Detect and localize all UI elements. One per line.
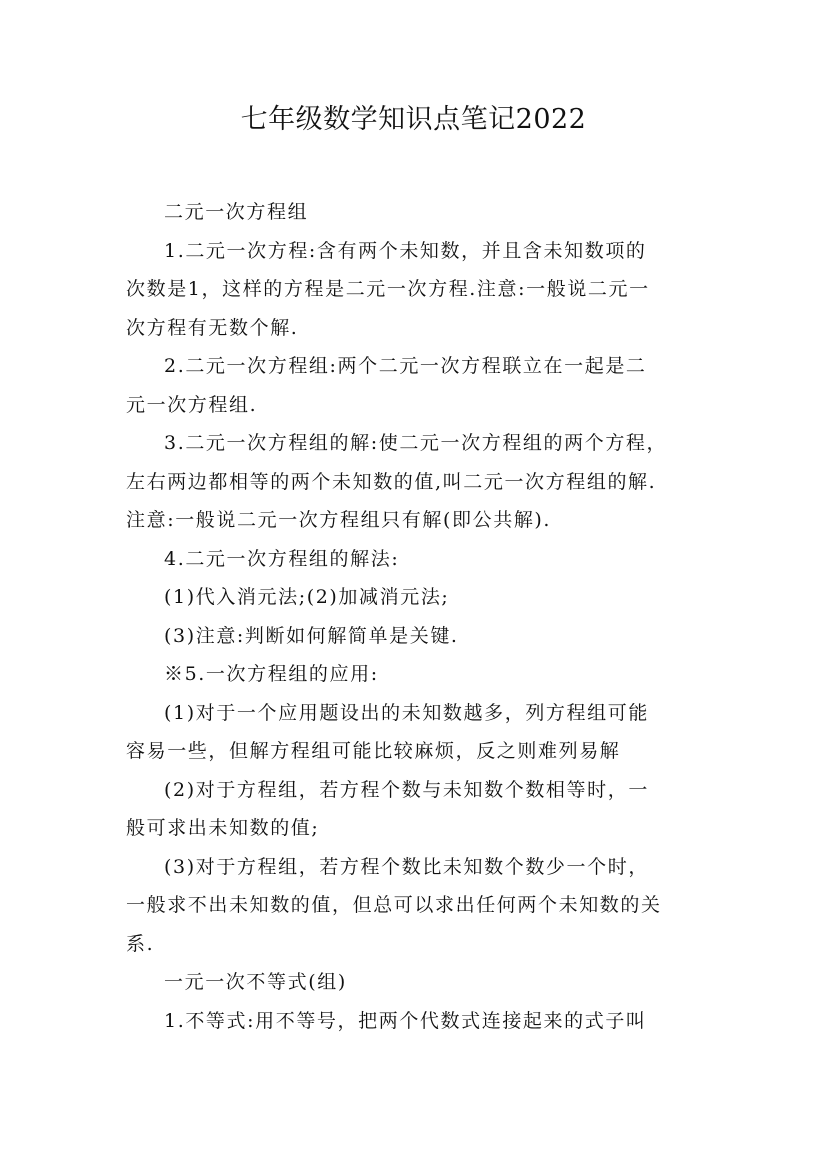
paragraph-line-continued: 元一次方程组.	[126, 393, 258, 416]
paragraph-line-continued: 一般求不出未知数的值，但总可以求出任何两个未知数的关	[126, 894, 662, 916]
section-heading: 二元一次方程组	[164, 201, 309, 223]
paragraph-line: (3)注意:判断如何解简单是关键.	[164, 624, 459, 647]
document-title: 七年级数学知识点笔记2022	[240, 104, 587, 135]
paragraph-line: 4.二元一次方程组的解法:	[164, 547, 400, 570]
paragraph-line-continued: 次方程有无数个解.	[126, 316, 299, 339]
paragraph-line-continued: 般可求出未知数的值;	[126, 817, 320, 839]
paragraph-line: 1.二元一次方程:含有两个未知数，并且含未知数项的	[164, 239, 647, 262]
paragraph-line: (1)代入消元法;(2)加减消元法;	[164, 586, 450, 608]
paragraph-line: (2)对于方程组，若方程个数与未知数个数相等时，一	[164, 778, 649, 801]
paragraph-line-continued: 次数是1，这样的方程是二元一次方程.注意:一般说二元一	[126, 278, 650, 300]
paragraph-line-continued: 系.	[126, 932, 155, 955]
paragraph-line: (3)对于方程组，若方程个数比未知数个数少一个时，	[164, 855, 649, 878]
paragraph-line: 3.二元一次方程组的解:使二元一次方程组的两个方程，	[164, 432, 668, 454]
paragraph-line-continued: 容易一些，但解方程组可能比较麻烦，反之则难列易解	[126, 740, 621, 762]
paragraph-line: 1.不等式:用不等号，把两个代数式连接起来的式子叫	[164, 1009, 647, 1032]
document-body	[126, 193, 704, 1040]
paragraph-line-continued: 注意:一般说二元一次方程组只有解(即公共解).	[126, 509, 552, 531]
paragraph-line: 2.二元一次方程组:两个二元一次方程联立在一起是二	[164, 355, 647, 377]
paragraph-line: ※5.一次方程组的应用:	[164, 663, 379, 685]
paragraph-line-continued: 左右两边都相等的两个未知数的值,叫二元一次方程组的解.	[126, 470, 657, 493]
section-heading: 一元一次不等式(组)	[164, 971, 347, 993]
paragraph-line: (1)对于一个应用题设出的未知数越多，列方程组可能	[164, 701, 649, 724]
